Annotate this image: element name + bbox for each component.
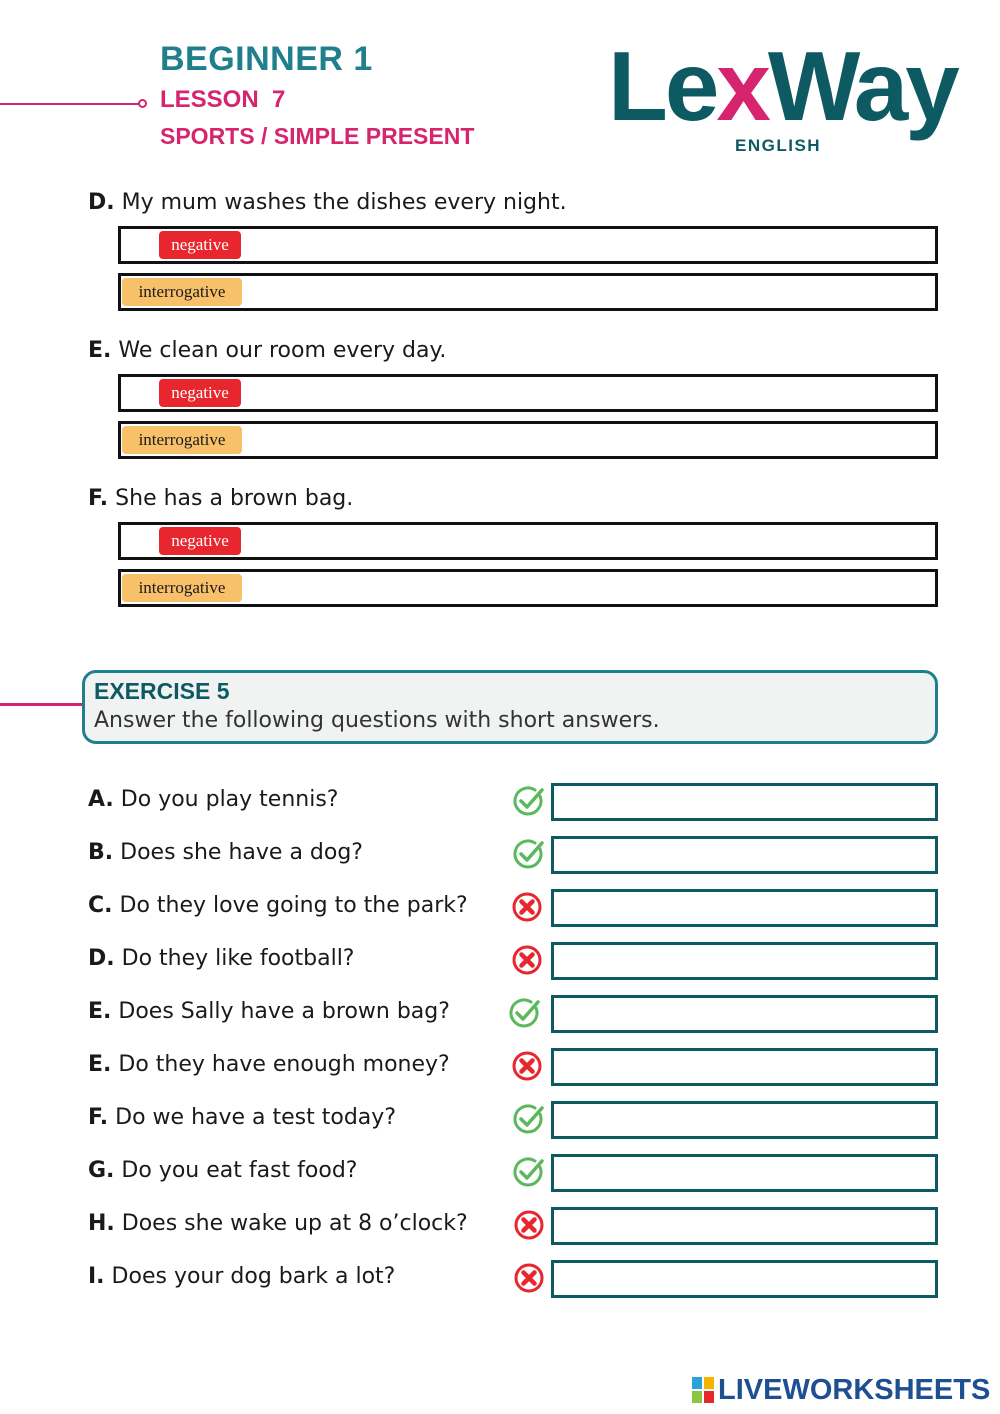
logo-wordmark: LexWay: [608, 31, 957, 141]
question-row: [88, 1101, 938, 1139]
question-row: [88, 1207, 938, 1245]
short-answer-field[interactable]: [551, 889, 938, 927]
question-text: G. Do you eat fast food?: [88, 1158, 358, 1183]
question-text: E. Does Sally have a brown bag?: [88, 999, 450, 1024]
transform-item: [88, 188, 938, 301]
lexway-logo: [608, 31, 958, 160]
question-text: F. Do we have a test today?: [88, 1105, 396, 1130]
short-answer-field[interactable]: [551, 942, 938, 980]
header-decor-line: [0, 103, 140, 105]
check-circle-icon: [513, 785, 545, 817]
negative-answer-field[interactable]: [118, 374, 938, 412]
lesson-topic: SPORTS / SIMPLE PRESENT: [160, 123, 475, 149]
question-row: [88, 836, 938, 874]
cross-circle-icon: [511, 944, 543, 976]
item-sentence: D. My mum washes the dishes every night.: [88, 190, 567, 215]
question-text: D. Do they like football?: [88, 946, 355, 971]
question-text: C. Do they love going to the park?: [88, 893, 468, 918]
question-text: E. Do they have enough money?: [88, 1052, 450, 1077]
question-row: [88, 783, 938, 821]
exercise-instruction: Answer the following questions with short answers.: [94, 708, 660, 733]
short-answer-field[interactable]: [551, 1260, 938, 1298]
cross-circle-icon: [513, 1209, 545, 1241]
item-sentence: F. She has a brown bag.: [88, 486, 354, 511]
short-answer-field[interactable]: [551, 1154, 938, 1192]
exercise-header: [82, 670, 938, 744]
short-answer-field[interactable]: [551, 783, 938, 821]
footer-brand: LIVEWORKSHEETS: [718, 1373, 991, 1406]
question-text: H. Does she wake up at 8 o’clock?: [88, 1211, 468, 1236]
negative-tag: negative: [159, 379, 241, 407]
short-answer-field[interactable]: [551, 1207, 938, 1245]
exercise-title: EXERCISE 5: [94, 678, 230, 704]
question-row: [88, 1260, 938, 1298]
check-circle-icon: [513, 1103, 545, 1135]
liveworksheets-logo-icon: [692, 1377, 714, 1403]
cross-circle-icon: [511, 1050, 543, 1082]
question-text: A. Do you play tennis?: [88, 787, 339, 812]
short-answer-field[interactable]: [551, 1101, 938, 1139]
check-circle-icon: [509, 997, 541, 1029]
short-answer-field[interactable]: [551, 1048, 938, 1086]
short-answer-field[interactable]: [551, 995, 938, 1033]
short-answer-field[interactable]: [551, 836, 938, 874]
check-circle-icon: [513, 838, 545, 870]
header-decor-dot: [138, 99, 147, 108]
transform-item: [88, 484, 938, 597]
check-circle-icon: [513, 1156, 545, 1188]
negative-answer-field[interactable]: [118, 522, 938, 560]
interrogative-tag: interrogative: [122, 426, 242, 454]
item-sentence: E. We clean our room every day.: [88, 338, 447, 363]
lesson-title: LESSON 7: [160, 86, 286, 113]
liveworksheets-footer: [692, 1373, 990, 1407]
interrogative-answer-field[interactable]: [118, 569, 938, 607]
cross-circle-icon: [513, 1262, 545, 1294]
question-row: [88, 942, 938, 980]
interrogative-answer-field[interactable]: [118, 421, 938, 459]
question-row: [88, 1048, 938, 1086]
question-text: I. Does your dog bark a lot?: [88, 1264, 396, 1289]
negative-tag: negative: [159, 231, 241, 259]
level-title: BEGINNER 1: [160, 40, 373, 78]
logo-subtitle: ENGLISH: [735, 136, 822, 155]
transform-item: [88, 336, 938, 449]
interrogative-tag: interrogative: [122, 278, 242, 306]
question-text: B. Does she have a dog?: [88, 840, 363, 865]
question-row: [88, 1154, 938, 1192]
exercise-decor-line: [0, 703, 84, 706]
interrogative-tag: interrogative: [122, 574, 242, 602]
question-row: [88, 995, 938, 1033]
interrogative-answer-field[interactable]: [118, 273, 938, 311]
negative-tag: negative: [159, 527, 241, 555]
negative-answer-field[interactable]: [118, 226, 938, 264]
question-row: [88, 889, 938, 927]
cross-circle-icon: [511, 891, 543, 923]
